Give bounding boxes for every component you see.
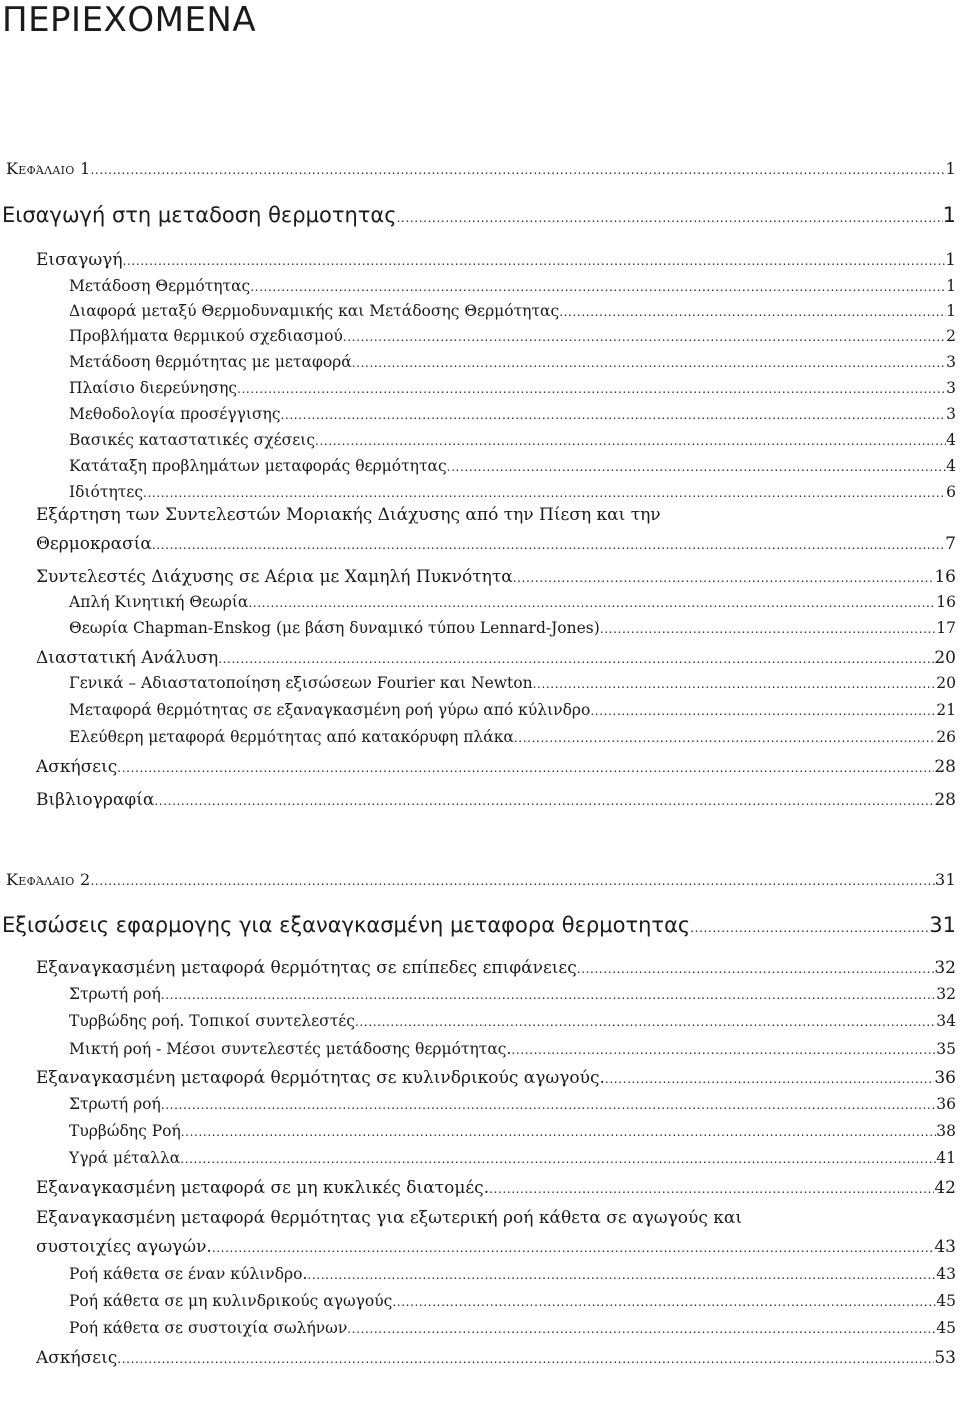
toc-page: 1 — [942, 203, 956, 227]
toc-text: Εισαγωγή — [36, 250, 123, 270]
toc-entry[interactable] — [69, 670, 956, 692]
dot-leader — [347, 1319, 936, 1337]
toc-page: 2 — [946, 327, 956, 345]
toc-text: Υγρά μέταλλα — [69, 1149, 181, 1167]
toc-page: 28 — [934, 757, 956, 777]
dot-leader — [123, 250, 946, 270]
dot-leader — [343, 327, 946, 345]
toc-chapter-2-title[interactable] — [2, 909, 956, 937]
toc-entry[interactable] — [36, 753, 956, 777]
toc-page: 53 — [934, 1348, 956, 1368]
dot-leader — [590, 701, 936, 719]
toc-text: Διαφορά μεταξύ Θερμοδυναμικής και Μετάδοσης Θερμότητας — [69, 302, 560, 320]
toc-text: Γενικά – Αδιαστατοποίηση εξισώσεων Fourier και Newton — [69, 674, 533, 692]
dot-leader — [250, 277, 946, 295]
toc-entry[interactable] — [69, 1315, 956, 1337]
toc-entry[interactable] — [36, 1064, 956, 1088]
toc-page: 43 — [936, 1265, 956, 1283]
dot-leader — [533, 674, 937, 692]
toc-text: Εξαναγκασμένη μεταφορά θερμότητας σε επίπεδες επιφάνειες — [36, 958, 577, 978]
toc-text: Εξαναγκασμένη μεταφορά θερμότητας σε κυλινδρικούς αγωγούς. — [36, 1068, 605, 1088]
dot-leader — [161, 1095, 936, 1113]
toc-page: 41 — [936, 1149, 956, 1167]
toc-page: 1 — [946, 277, 956, 295]
toc-text: Στρωτή ροή — [69, 985, 161, 1003]
toc-entry[interactable] — [69, 1036, 956, 1058]
toc-page: 16 — [936, 593, 956, 611]
dot-leader — [117, 757, 934, 777]
dot-leader — [90, 870, 935, 889]
toc-page: 20 — [936, 674, 956, 692]
dot-leader — [605, 1068, 934, 1088]
toc-text: Μεθοδολογία προσέγγισης — [69, 405, 281, 423]
dot-leader — [600, 619, 936, 637]
dot-leader — [180, 1149, 936, 1167]
dot-leader — [352, 353, 946, 371]
toc-page: 7 — [945, 534, 956, 554]
dot-leader — [511, 1040, 936, 1058]
dot-leader — [281, 405, 947, 423]
toc-entry[interactable] — [36, 530, 956, 554]
toc-entry[interactable] — [36, 563, 956, 587]
toc-text: Βιβλιογραφία — [36, 790, 155, 810]
toc-entry[interactable] — [36, 954, 956, 978]
toc-entry[interactable] — [69, 401, 956, 423]
toc-entry[interactable] — [69, 1008, 956, 1030]
dot-leader — [489, 1178, 934, 1198]
toc-page: 42 — [934, 1178, 956, 1198]
toc-entry[interactable] — [69, 697, 956, 719]
toc-page: 1 — [946, 302, 956, 320]
toc-entry[interactable] — [69, 1288, 956, 1310]
toc-entry[interactable] — [69, 589, 956, 611]
toc-text: Διαστατική Ανάλυση — [36, 648, 219, 668]
toc-entry[interactable] — [69, 1261, 956, 1283]
toc-entry-line1[interactable]: Εξάρτηση των Συντελεστών Μοριακής Διάχυσης από την Πίεση και την — [36, 505, 661, 525]
toc-text: Κατάταξη προβλημάτων μεταφοράς θερμότητας — [69, 457, 447, 475]
toc-entry[interactable] — [69, 981, 956, 1003]
toc-text: Εξαναγκασμένη μεταφορά σε μη κυκλικές διατομές. — [36, 1178, 490, 1198]
toc-entry[interactable] — [69, 273, 956, 295]
toc-entry[interactable] — [69, 453, 956, 475]
dot-leader — [690, 913, 929, 937]
toc-page: 4 — [946, 431, 956, 449]
toc-text: Ροή κάθετα σε έναν κύλινδρο. — [69, 1265, 308, 1283]
toc-entry[interactable] — [69, 615, 956, 637]
toc-page: 32 — [936, 985, 956, 1003]
toc-page: 36 — [934, 1068, 956, 1088]
toc-page: 20 — [934, 648, 956, 668]
dot-leader — [577, 958, 935, 978]
dot-leader — [152, 534, 945, 554]
toc-chapter-2[interactable] — [6, 867, 956, 889]
toc-entry[interactable] — [36, 246, 956, 270]
toc-text: Ελεύθερη μεταφορά θερμότητας από κατακόρυφη πλάκα — [69, 728, 514, 746]
toc-text: Κεφάλαιο 2 — [6, 870, 91, 889]
toc-page: 3 — [946, 353, 956, 371]
dot-leader — [307, 1265, 936, 1283]
dot-leader — [181, 1122, 937, 1140]
toc-text: Κεφάλαιο 1 — [6, 159, 91, 178]
toc-page: 43 — [934, 1237, 956, 1257]
dot-leader — [218, 648, 934, 668]
toc-entry[interactable] — [69, 479, 956, 501]
toc-text: Τυρβώδης ροή. Τοπικοί συντελεστές — [69, 1012, 355, 1030]
dot-leader — [117, 1348, 934, 1368]
dot-leader — [392, 1292, 936, 1310]
toc-page: 1 — [945, 159, 956, 178]
toc-entry[interactable] — [36, 1233, 956, 1257]
toc-entry[interactable] — [69, 1118, 956, 1140]
dot-leader — [397, 203, 943, 227]
toc-entry-line1[interactable]: Εξαναγκασμένη μεταφορά θερμότητας για εξωτερική ροή κάθετα σε αγωγούς και — [36, 1208, 743, 1228]
dot-leader — [514, 728, 936, 746]
dot-leader — [447, 457, 946, 475]
dot-leader — [559, 302, 946, 320]
toc-entry[interactable] — [36, 1344, 956, 1368]
toc-page: 45 — [936, 1292, 956, 1310]
toc-page: 26 — [936, 728, 956, 746]
dot-leader — [212, 1237, 935, 1257]
dot-leader — [90, 159, 945, 178]
toc-page: 34 — [936, 1012, 956, 1030]
toc-entry[interactable] — [36, 786, 956, 810]
toc-text: Μικτή ροή - Μέσοι συντελεστές μετάδοσης θερμότητας. — [69, 1040, 512, 1058]
toc-page: 35 — [936, 1040, 956, 1058]
toc-page: 16 — [934, 567, 956, 587]
toc-entry[interactable] — [69, 724, 956, 746]
toc-page: 1 — [945, 250, 956, 270]
toc-page: 3 — [946, 379, 956, 397]
toc-entry[interactable] — [69, 375, 956, 397]
toc-page: 21 — [936, 701, 956, 719]
toc-text: Απλή Κινητική Θεωρία — [69, 593, 249, 611]
toc-text: Προβλήματα θερμικού σχεδιασμού — [69, 327, 343, 345]
toc-page: 4 — [946, 457, 956, 475]
toc-page: 38 — [936, 1122, 956, 1140]
toc-entry[interactable] — [69, 323, 956, 345]
toc-text: Ροή κάθετα σε μη κυλινδρικούς αγωγούς — [69, 1292, 393, 1310]
toc-page: 3 — [946, 405, 956, 423]
dot-leader — [143, 483, 946, 501]
toc-text: Τυρβώδης Ροή — [69, 1122, 181, 1140]
toc-entry[interactable] — [36, 1174, 956, 1198]
toc-text: Συντελεστές Διάχυσης σε Αέρια με Χαμηλή Πυκνότητα — [36, 567, 513, 587]
toc-entry[interactable] — [69, 1091, 956, 1113]
toc-text: Εξισώσεις εφαρμογης για εξαναγκασμένη μεταφορα θερμοτητας — [2, 913, 691, 937]
dot-leader — [355, 1012, 936, 1030]
toc-entry[interactable] — [69, 298, 956, 320]
toc-chapter-1[interactable] — [6, 156, 956, 178]
toc-text: Ιδιότητες — [69, 483, 144, 501]
toc-text: Πλαίσιο διερεύνησης — [69, 379, 238, 397]
toc-page: 17 — [936, 619, 956, 637]
toc-text: Μετάδοση θερμότητας με μεταφορά — [69, 353, 352, 371]
toc-text: Ασκήσεις — [36, 757, 118, 777]
dot-leader — [237, 379, 946, 397]
dot-leader — [513, 567, 935, 587]
toc-text: Στρωτή ροή — [69, 1095, 161, 1113]
page-title: ΠΕΡΙΕΧΟΜΕΝΑ — [2, 0, 257, 40]
toc-text: Βασικές καταστατικές σχέσεις — [69, 431, 316, 449]
toc-text: Ροή κάθετα σε συστοιχία σωλήνων — [69, 1319, 348, 1337]
toc-entry[interactable] — [69, 1145, 956, 1167]
toc-page: 36 — [936, 1095, 956, 1113]
toc-text: Θερμοκρασία — [36, 534, 152, 554]
toc-entry[interactable] — [69, 427, 956, 449]
toc-text: Μεταφορά θερμότητας σε εξαναγκασμένη ροή γύρω από κύλινδρο — [69, 701, 591, 719]
toc-chapter-1-title[interactable] — [2, 199, 956, 227]
toc-text: Ασκήσεις — [36, 1348, 118, 1368]
toc-text: Θεωρία Chapman-Enskog (με βάση δυναμικό τύπου Lennard-Jones) — [69, 619, 600, 637]
toc-text: Μετάδοση Θερμότητας — [69, 277, 251, 295]
toc-page: 31 — [929, 913, 956, 937]
dot-leader — [154, 790, 934, 810]
toc-entry[interactable] — [69, 349, 956, 371]
toc-page: 6 — [946, 483, 956, 501]
dot-leader — [315, 431, 946, 449]
toc-page: 32 — [934, 958, 956, 978]
dot-leader — [161, 985, 936, 1003]
toc-page: 45 — [936, 1319, 956, 1337]
toc-page: 31 — [935, 870, 956, 889]
toc-entry[interactable] — [36, 644, 956, 668]
toc-text: Εισαγωγή στη μεταδοση θερμοτητας — [2, 203, 397, 227]
toc-page: 28 — [934, 790, 956, 810]
toc-text: συστοιχίες αγωγών. — [36, 1237, 212, 1257]
dot-leader — [248, 593, 936, 611]
